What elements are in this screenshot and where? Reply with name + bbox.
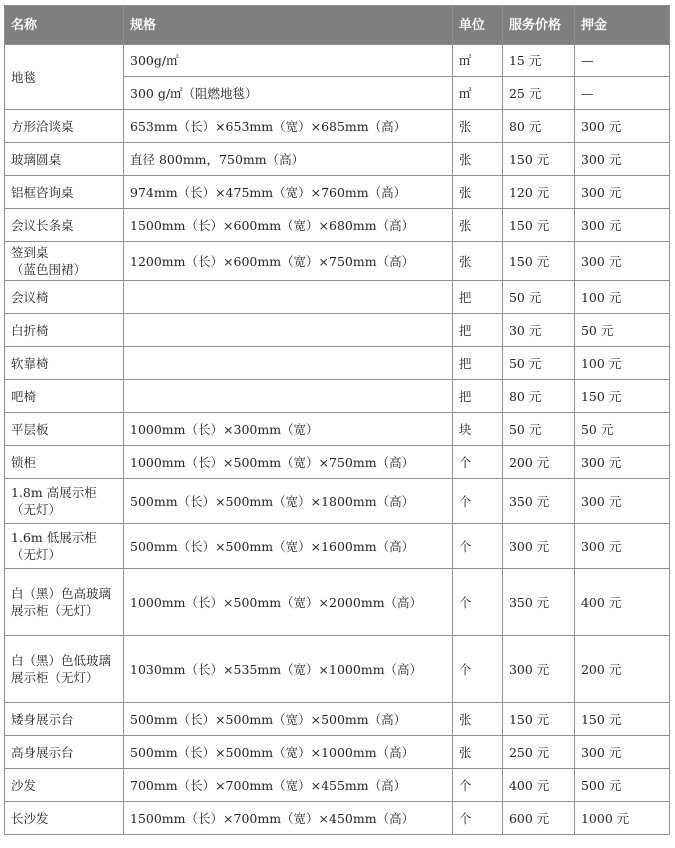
cell-deposit: 300 元 — [574, 736, 669, 769]
cell-deposit: — — [574, 45, 669, 77]
cell-price: 50 元 — [502, 347, 574, 380]
cell-price: 300 元 — [502, 524, 574, 569]
cell-unit: 个 — [452, 636, 502, 703]
cell-deposit: 150 元 — [574, 703, 669, 736]
cell-spec — [124, 347, 453, 380]
cell-name: 白折椅 — [5, 314, 124, 347]
cell-spec: 500mm（长）×500mm（宽）×1800mm（高） — [124, 479, 453, 524]
cell-name: 会议椅 — [5, 281, 124, 314]
table-row — [5, 703, 670, 736]
header-row — [5, 6, 670, 45]
cell-unit: 张 — [452, 242, 502, 281]
table-row — [5, 281, 670, 314]
cell-unit: 把 — [452, 314, 502, 347]
cell-spec: 1500mm（长）×600mm（宽）×680mm（高） — [124, 209, 453, 242]
header-name: 名称 — [5, 6, 124, 45]
cell-name: 玻璃圆桌 — [5, 143, 124, 176]
table-row — [5, 110, 670, 143]
header-unit: 单位 — [452, 6, 502, 45]
cell-unit: 张 — [452, 736, 502, 769]
cell-price: 150 元 — [502, 143, 574, 176]
cell-name: 白（黑）色低玻璃 展示柜（无灯） — [5, 636, 124, 703]
cell-price: 50 元 — [502, 281, 574, 314]
cell-deposit: 300 元 — [574, 110, 669, 143]
cell-name: 方形洽谈桌 — [5, 110, 124, 143]
cell-name: 锁柜 — [5, 446, 124, 479]
cell-spec: 1000mm（长）×500mm（宽）×750mm（高） — [124, 446, 453, 479]
cell-name: 1.8m 高展示柜 （无灯） — [5, 479, 124, 524]
cell-deposit: 300 元 — [574, 524, 669, 569]
cell-spec: 974mm（长）×475mm（宽）×760mm（高） — [124, 176, 453, 209]
cell-deposit: 300 元 — [574, 479, 669, 524]
header-price: 服务价格 — [502, 6, 574, 45]
cell-price: 25 元 — [502, 77, 574, 110]
cell-unit: 把 — [452, 347, 502, 380]
table-row — [5, 524, 670, 569]
table-row — [5, 446, 670, 479]
table-row — [5, 769, 670, 802]
cell-spec: 500mm（长）×500mm（宽）×1600mm（高） — [124, 524, 453, 569]
cell-price: 200 元 — [502, 446, 574, 479]
cell-name: 铝框咨询桌 — [5, 176, 124, 209]
cell-name: 白（黑）色高玻璃 展示柜（无灯） — [5, 569, 124, 636]
price-table — [4, 5, 670, 835]
cell-price: 150 元 — [502, 242, 574, 281]
cell-unit: 个 — [452, 802, 502, 835]
cell-price: 400 元 — [502, 769, 574, 802]
cell-spec: 300g/㎡ — [124, 45, 453, 77]
cell-spec: 1030mm（长）×535mm（宽）×1000mm（高） — [124, 636, 453, 703]
cell-unit: 个 — [452, 524, 502, 569]
cell-deposit: 300 元 — [574, 242, 669, 281]
cell-price: 150 元 — [502, 209, 574, 242]
cell-unit: ㎡ — [452, 77, 502, 110]
cell-price: 30 元 — [502, 314, 574, 347]
header-deposit: 押金 — [574, 6, 669, 45]
table-row — [5, 314, 670, 347]
cell-unit: 块 — [452, 413, 502, 446]
cell-unit: 张 — [452, 703, 502, 736]
cell-unit: 个 — [452, 769, 502, 802]
cell-deposit: 300 元 — [574, 143, 669, 176]
cell-spec — [124, 281, 453, 314]
cell-spec: 500mm（长）×500mm（宽）×500mm（高） — [124, 703, 453, 736]
cell-deposit: 1000 元 — [574, 802, 669, 835]
cell-deposit: 300 元 — [574, 209, 669, 242]
cell-name: 1.6m 低展示柜 （无灯） — [5, 524, 124, 569]
cell-spec: 500mm（长）×500mm（宽）×1000mm（高） — [124, 736, 453, 769]
table-body — [5, 45, 670, 835]
cell-deposit: 200 元 — [574, 636, 669, 703]
cell-deposit: 50 元 — [574, 314, 669, 347]
table-row — [5, 479, 670, 524]
cell-spec: 1000mm（长）×300mm（宽） — [124, 413, 453, 446]
cell-spec — [124, 314, 453, 347]
cell-name: 地毯 — [5, 45, 124, 110]
cell-price: 120 元 — [502, 176, 574, 209]
table-row — [5, 45, 670, 77]
table-row — [5, 242, 670, 281]
cell-price: 600 元 — [502, 802, 574, 835]
table-row — [5, 176, 670, 209]
cell-name: 矮身展示台 — [5, 703, 124, 736]
table-row — [5, 143, 670, 176]
cell-deposit: 500 元 — [574, 769, 669, 802]
cell-name: 平层板 — [5, 413, 124, 446]
cell-name: 签到桌 （蓝色围裙） — [5, 242, 124, 281]
cell-name: 长沙发 — [5, 802, 124, 835]
cell-price: 250 元 — [502, 736, 574, 769]
cell-unit: 张 — [452, 110, 502, 143]
table-row — [5, 380, 670, 413]
cell-price: 150 元 — [502, 703, 574, 736]
cell-spec: 300 g/㎡（阻燃地毯） — [124, 77, 453, 110]
cell-spec: 1500mm（长）×700mm（宽）×450mm（高） — [124, 802, 453, 835]
cell-name: 沙发 — [5, 769, 124, 802]
cell-name: 高身展示台 — [5, 736, 124, 769]
cell-price: 350 元 — [502, 479, 574, 524]
cell-deposit: 400 元 — [574, 569, 669, 636]
cell-deposit: 300 元 — [574, 176, 669, 209]
cell-price: 80 元 — [502, 380, 574, 413]
cell-deposit: 300 元 — [574, 446, 669, 479]
cell-spec: 1000mm（长）×500mm（宽）×2000mm（高） — [124, 569, 453, 636]
table-row — [5, 413, 670, 446]
cell-unit: 个 — [452, 446, 502, 479]
cell-deposit: 50 元 — [574, 413, 669, 446]
cell-deposit: 100 元 — [574, 347, 669, 380]
cell-price: 350 元 — [502, 569, 574, 636]
table-row — [5, 209, 670, 242]
cell-name: 软靠椅 — [5, 347, 124, 380]
cell-price: 80 元 — [502, 110, 574, 143]
cell-unit: 张 — [452, 143, 502, 176]
cell-unit: 张 — [452, 176, 502, 209]
cell-spec: 1200mm（长）×600mm（宽）×750mm（高） — [124, 242, 453, 281]
cell-name: 吧椅 — [5, 380, 124, 413]
cell-spec: 700mm（长）×700mm（宽）×455mm（高） — [124, 769, 453, 802]
cell-price: 50 元 — [502, 413, 574, 446]
cell-unit: 张 — [452, 209, 502, 242]
cell-spec: 653mm（长）×653mm（宽）×685mm（高） — [124, 110, 453, 143]
cell-unit: 把 — [452, 380, 502, 413]
table-row — [5, 736, 670, 769]
table-row — [5, 636, 670, 703]
cell-deposit: — — [574, 77, 669, 110]
header-spec: 规格 — [124, 6, 453, 45]
table-row — [5, 802, 670, 835]
cell-price: 15 元 — [502, 45, 574, 77]
cell-unit: 个 — [452, 479, 502, 524]
table-row — [5, 347, 670, 380]
cell-spec — [124, 380, 453, 413]
cell-spec: 直径 800mm，750mm（高） — [124, 143, 453, 176]
cell-name: 会议长条桌 — [5, 209, 124, 242]
cell-deposit: 100 元 — [574, 281, 669, 314]
cell-unit: 个 — [452, 569, 502, 636]
cell-deposit: 150 元 — [574, 380, 669, 413]
cell-unit: ㎡ — [452, 45, 502, 77]
cell-unit: 把 — [452, 281, 502, 314]
cell-price: 300 元 — [502, 636, 574, 703]
table-row — [5, 569, 670, 636]
